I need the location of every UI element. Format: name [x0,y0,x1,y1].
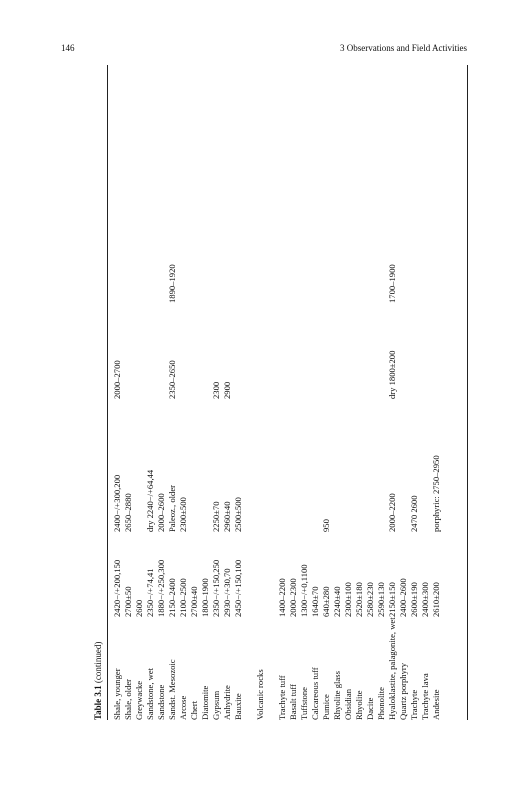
table-row [178,65,189,720]
page-number: 146 [61,43,75,53]
table-cell: Hyaloklastite, palagonite, wet [387,617,397,720]
table-row [255,65,266,720]
table-cell: porphyric: 2750–2950 [431,455,441,532]
table-cell: Trachyte [409,689,419,720]
table-cell: 2150±150 [387,582,397,617]
table-cell: Gypsum [211,690,221,720]
table-cell: Rhyolite [354,690,364,720]
table-cell: 2000–2600 [156,493,166,532]
table-cell: Quartz porphyry [398,662,408,720]
table-row [167,65,178,720]
table-row [244,65,255,720]
table-cell: 2650–2880 [123,493,133,532]
table-cell: 950 [321,519,331,532]
table-cell: 1800–1900 [200,578,210,617]
table-cell: Basalt tuff [288,684,298,720]
table-cell: 2300±100 [343,582,353,617]
table-row [145,65,156,720]
table-cell: 2300 [211,381,221,399]
table-caption-rest: (continued) [93,641,103,684]
table-cell: 2450−/+150,100 [233,559,243,617]
table-label: Table 3.1 [93,685,103,720]
table-cell: 2960±40 [222,501,232,532]
table-cell: Sandstone [156,684,166,720]
table-row [387,65,398,720]
table-cell: 2350−/+74,41 [145,568,155,617]
table-cell: Greywacke [134,680,144,720]
table-cell: Calcareous tuff [310,667,320,720]
table-cell: 2400±300 [420,582,430,617]
table-row [189,65,200,720]
table-row [266,65,277,720]
table-row [354,65,365,720]
table-bottom-rule [467,65,468,720]
table-cell: 2420−/+200,150 [112,559,122,617]
table-row [310,65,321,720]
table-cell: Rhyolite glass [332,671,342,720]
table-cell: Volcanic rocks [255,669,265,720]
table-cell: Bauxite [233,693,243,720]
table-cell: 2600±190 [409,582,419,617]
table-cell: Pumice [321,694,331,720]
table-cell: 1300−/+0,1100 [299,564,309,617]
table-row [321,65,332,720]
table-row [123,65,134,720]
table-cell: 2500±500 [233,497,243,532]
table-row [376,65,387,720]
table-cell: Anhydrite [222,685,232,720]
table-top-rule [107,65,108,720]
table-cell: Tuffstone [299,687,309,720]
table-row [134,65,145,720]
table-cell: 2000–2700 [112,360,122,399]
table-cell: 2470 2600 [409,495,419,532]
table-cell: Obsidian [343,688,353,720]
table-cell: 2610±200 [431,582,441,617]
table-row [431,65,442,720]
table-cell: 2520±180 [354,582,364,617]
table-cell: Sandstone, wet [145,667,155,720]
table-cell: 2300±500 [178,497,188,532]
table-cell: 1700–1900 [387,264,397,303]
table-cell: Trachyte lava [420,673,430,720]
table-row [409,65,420,720]
table-cell: 2400–2600 [398,578,408,617]
table-row [299,65,310,720]
table-cell: 2000–2200 [387,493,397,532]
table-cell: Chert [189,700,199,720]
table-row [222,65,233,720]
table-row [398,65,409,720]
table-row [233,65,244,720]
table-cell: Phonolite [376,687,386,720]
table-cell: 2700±50 [123,586,133,617]
table-cell: Diatomite [200,685,210,720]
chapter-title: 3 Observations and Field Activities [340,43,467,53]
table-caption [91,642,105,720]
table-cell: 2240±40 [332,586,342,617]
table-cell: 1890–1920 [167,264,177,303]
table-cell: 2350−/+150,250 [211,559,221,617]
table-cell: 2580±230 [365,582,375,617]
table-row [112,65,123,720]
rotated-table [91,65,469,720]
table-cell: Sandst. Mesozoic [167,659,177,720]
table-cell: 2590±130 [376,582,386,617]
table-cell: Shale, older [123,678,133,720]
table-cell: 2150–2400 [167,578,177,617]
table-cell: 2900 [222,381,232,399]
table-cell: 2400−/+300,200 [112,474,122,532]
table-cell: 2000–2300 [288,578,298,617]
table-cell: Trachyte tuff [277,675,287,720]
table-cell: 1400–2200 [277,578,287,617]
table-row [288,65,299,720]
table-cell: 2600 [134,599,144,617]
table-cell: Paleoz., older [167,484,177,532]
table-cell: 640±280 [321,586,331,617]
table-row [420,65,431,720]
table-cell: 1880−/+250,300 [156,559,166,617]
table-cell: dry 2240−/+64,44 [145,469,155,532]
table-row [200,65,211,720]
table-row [211,65,222,720]
table-row [365,65,376,720]
table-cell: 2700±40 [189,586,199,617]
table-cell: Shale, younger [112,668,122,720]
table-row [156,65,167,720]
table-row [343,65,354,720]
table-cell: 1640±70 [310,586,320,617]
table-cell: 2250±70 [211,501,221,532]
table-cell: Dacite [365,697,375,720]
table-cell: Andesite [431,689,441,720]
table-cell: 2100–2500 [178,578,188,617]
table-cell: Arcose [178,695,188,720]
table-cell: dry 1800±200 [387,350,397,399]
running-head [61,41,467,55]
table-cell: 2930−/+30,70 [222,568,232,617]
table-cell: 2350–2650 [167,360,177,399]
table-row [332,65,343,720]
table-row [277,65,288,720]
